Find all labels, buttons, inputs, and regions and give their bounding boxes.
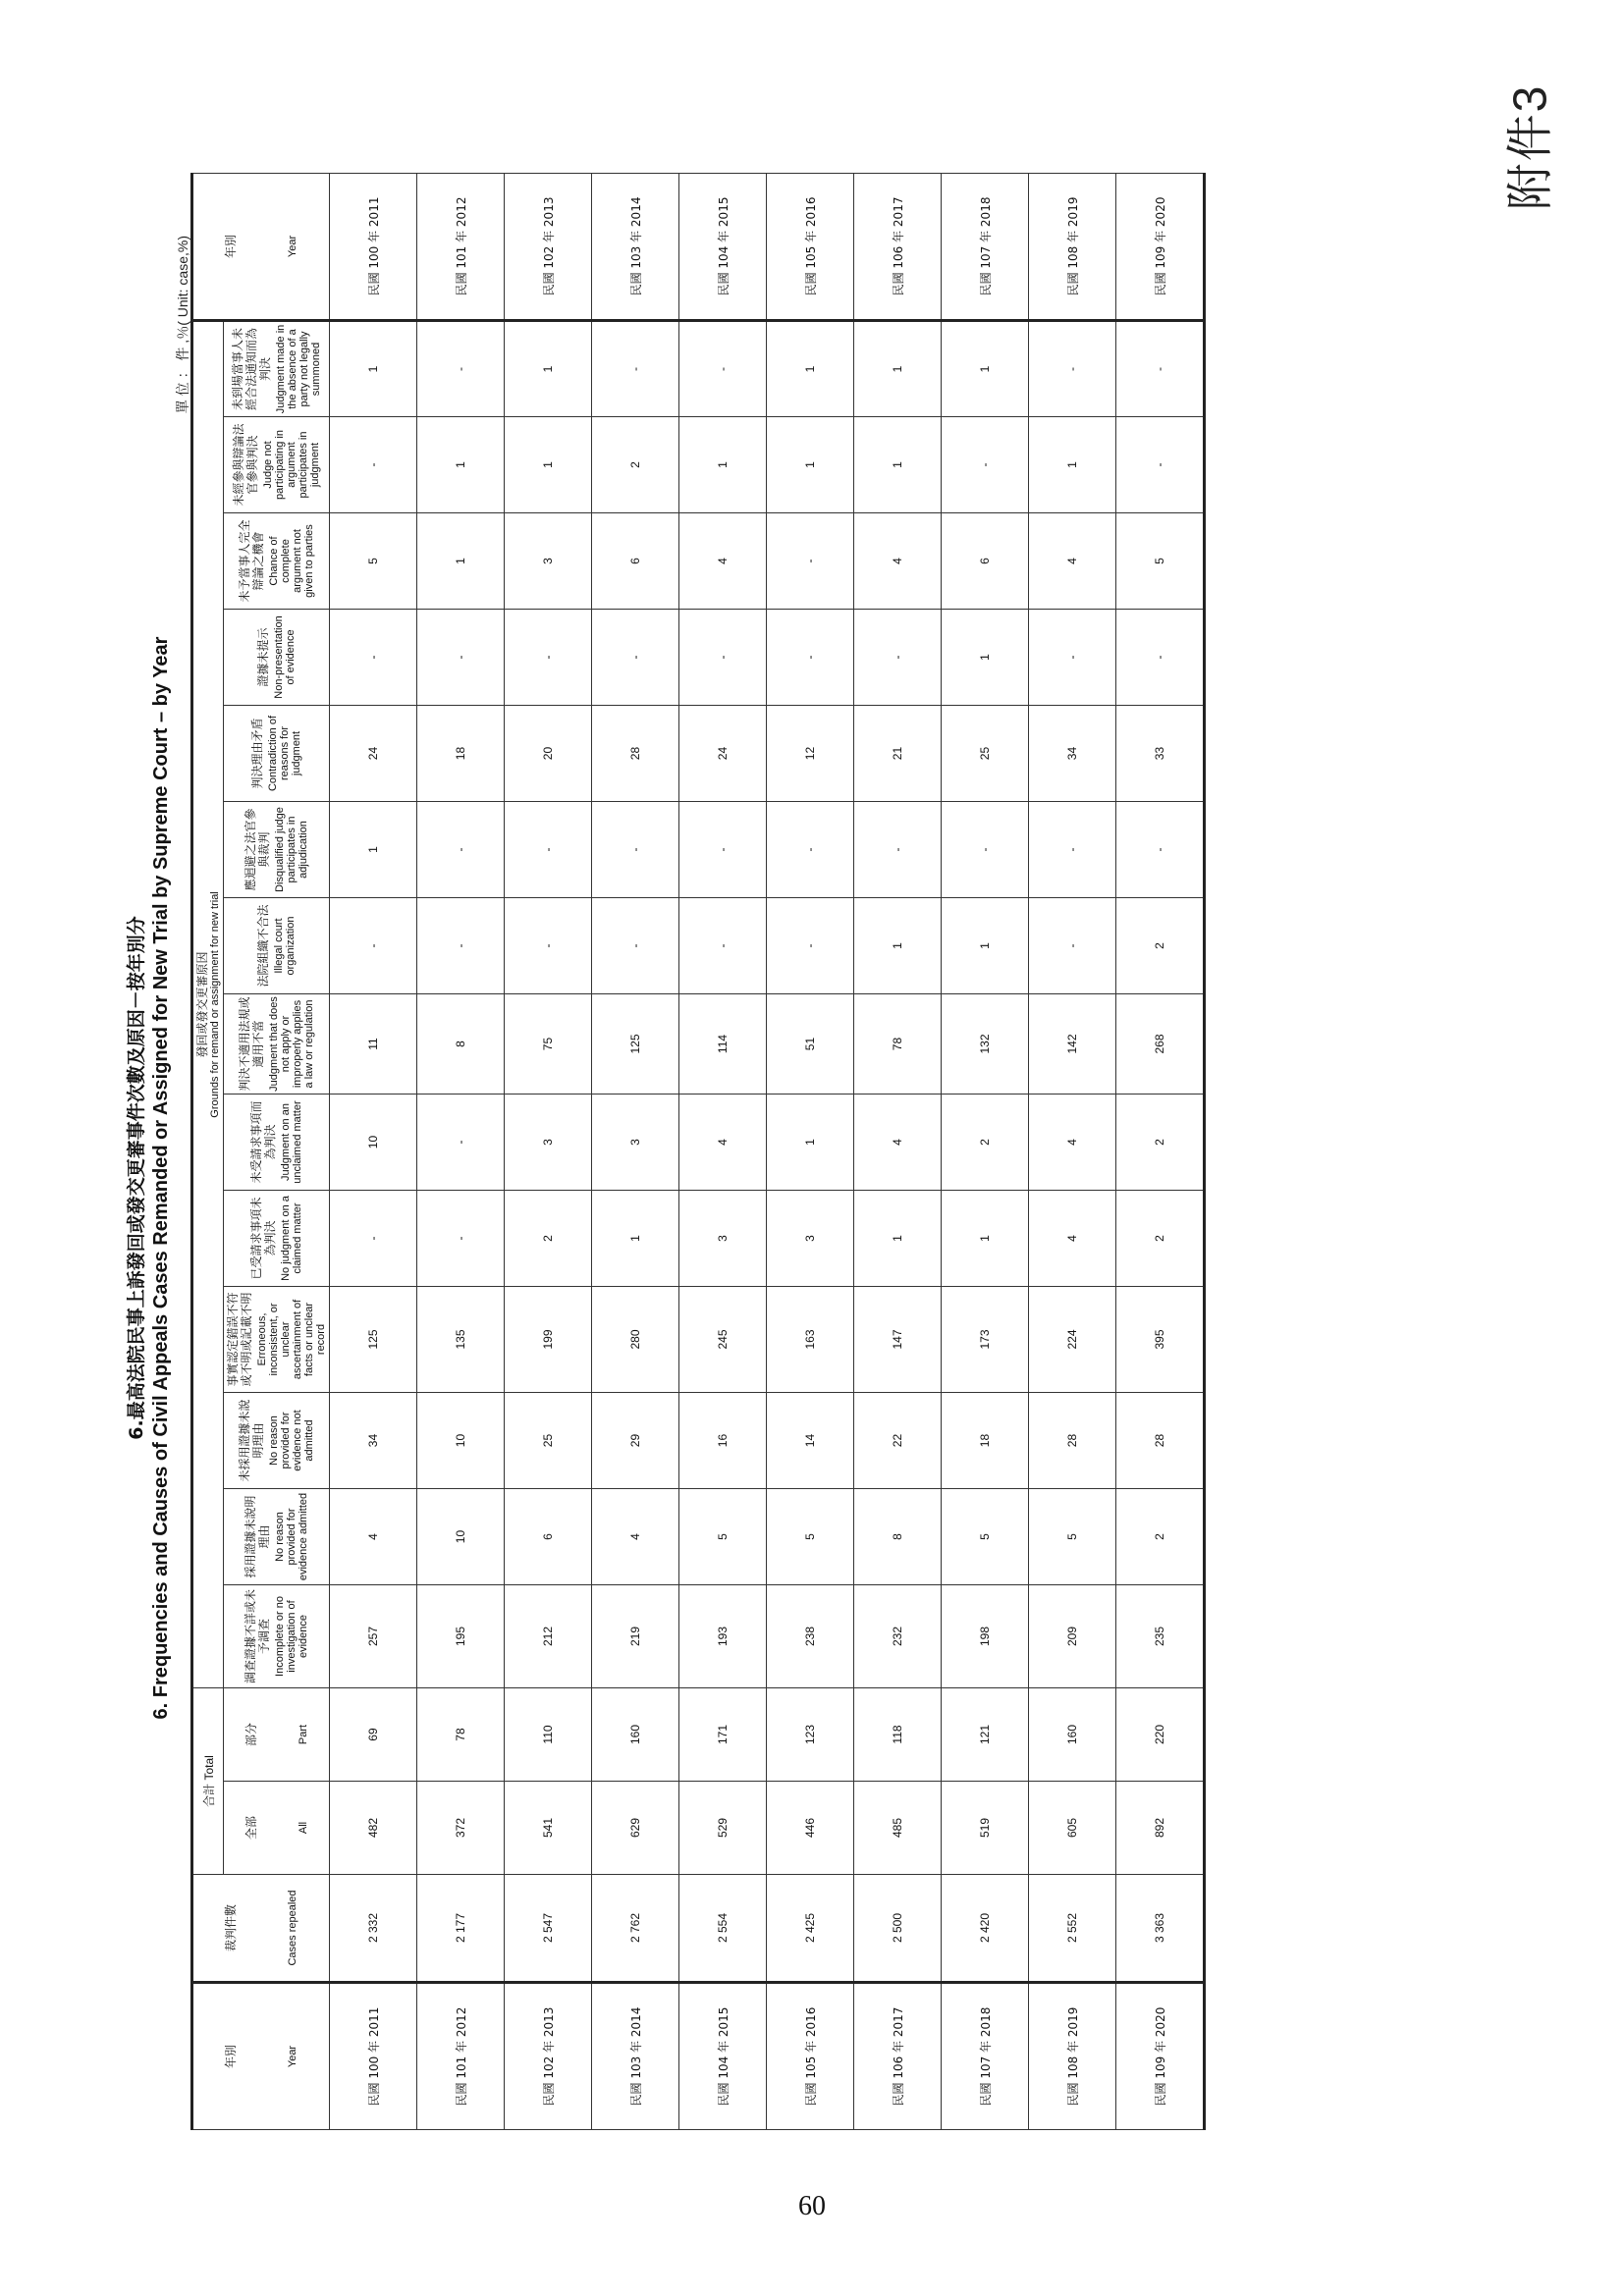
cases-header: [192, 1875, 330, 1983]
value-cell-c1: 209: [1029, 1585, 1116, 1688]
table-row: [767, 173, 854, 2129]
cause-13-header: [224, 417, 330, 513]
value-cell-c7: 11: [330, 994, 417, 1095]
value-cell-all: 372: [417, 1782, 505, 1875]
value-cell-c4: 147: [854, 1287, 942, 1393]
cause-14-header: [224, 320, 330, 416]
value-cell-c1: 193: [679, 1585, 767, 1688]
value-cell-c11: 1: [942, 610, 1029, 706]
value-cell-c5: 3: [679, 1191, 767, 1287]
unit-label: 單 位 ： 件 ,％( Unit: case,%): [175, 236, 190, 414]
value-cell-c12: 4: [854, 513, 942, 610]
year-cell: 民國 101 年 2012: [417, 1983, 505, 2130]
value-cell-c9: -: [417, 802, 505, 898]
table-row: [1116, 173, 1205, 2129]
value-cell-c7: 268: [1116, 994, 1205, 1095]
value-cell-c13: 1: [679, 417, 767, 513]
cause-8-header: [224, 898, 330, 994]
value-cell-c3: 28: [1116, 1393, 1205, 1489]
title-chinese: 6.最高法院民事上訴發回或發交更審事件次數及原因－按年別分: [126, 916, 147, 1440]
value-cell-c1: 195: [417, 1585, 505, 1688]
value-cell-c14: -: [592, 320, 679, 416]
value-cell-c8: 1: [854, 898, 942, 994]
value-cell-c10: 12: [767, 706, 854, 802]
cause-1-zh: 調查證據不詳或未予調查: [244, 1589, 271, 1684]
cause-12-en: Chance of complete argument not given to parties: [268, 524, 315, 598]
year-cell: 民國 100 年 2011: [330, 1983, 417, 2130]
cause-14-en: Judgment made in the absence of a party not legally summoned: [275, 324, 322, 414]
value-cell-c10: 34: [1029, 706, 1116, 802]
value-cell-c4: 224: [1029, 1287, 1116, 1393]
year-header-zh: 年別: [224, 2045, 238, 2069]
value-cell-c8: -: [767, 898, 854, 994]
cause-2-zh: 採用證據未說明理由: [244, 1495, 271, 1578]
year-cell: 民國 104 年 2015: [679, 1983, 767, 2130]
value-cell-c7: 51: [767, 994, 854, 1095]
value-cell-c14: 1: [942, 320, 1029, 416]
value-cell-c1: 257: [330, 1585, 417, 1688]
value-cell-c2: 4: [592, 1489, 679, 1585]
year-header-en: Year: [287, 2045, 298, 2068]
value-cell-c5: 3: [767, 1191, 854, 1287]
value-cell-cases: 2 332: [330, 1875, 417, 1983]
year-cell: 民國 109 年 2020: [1116, 1983, 1205, 2130]
value-cell-c10: 21: [854, 706, 942, 802]
cause-9-header: [224, 802, 330, 898]
value-cell-c11: -: [1029, 610, 1116, 706]
value-cell-c7: 114: [679, 994, 767, 1095]
value-cell-all: 446: [767, 1782, 854, 1875]
value-cell-c8: -: [505, 898, 592, 994]
value-cell-c5: -: [417, 1191, 505, 1287]
cause-1-header: [224, 1585, 330, 1688]
value-cell-c3: 28: [1029, 1393, 1116, 1489]
value-cell-c12: 6: [942, 513, 1029, 610]
value-cell-c8: -: [417, 898, 505, 994]
value-cell-c10: 24: [679, 706, 767, 802]
value-cell-c2: 5: [1029, 1489, 1116, 1585]
value-cell-c2: 2: [1116, 1489, 1205, 1585]
value-cell-cases: 2 500: [854, 1875, 942, 1983]
value-cell-c7: 125: [592, 994, 679, 1095]
value-cell-c10: 18: [417, 706, 505, 802]
value-cell-c2: 4: [330, 1489, 417, 1585]
value-cell-c2: 5: [679, 1489, 767, 1585]
value-cell-c10: 25: [942, 706, 1029, 802]
value-cell-c12: -: [767, 513, 854, 610]
value-cell-c13: -: [942, 417, 1029, 513]
value-cell-all: 482: [330, 1782, 417, 1875]
year-header-right-zh: 年別: [224, 234, 238, 258]
value-cell-c14: 1: [767, 320, 854, 416]
value-cell-c11: -: [505, 610, 592, 706]
table-row: [330, 173, 417, 2129]
cause-2-en: No reason provided for evidence admitted: [274, 1492, 309, 1581]
statistics-table: [190, 173, 1206, 2130]
value-cell-c10: 20: [505, 706, 592, 802]
value-cell-c4: 280: [592, 1287, 679, 1393]
value-cell-c5: 1: [592, 1191, 679, 1287]
table-row: [1029, 173, 1116, 2129]
all-header-zh: 全部: [244, 1816, 258, 1841]
cause-13-zh: 未經參與辯論法官參與判決: [232, 423, 259, 507]
value-cell-c3: 18: [942, 1393, 1029, 1489]
value-cell-cases: 2 425: [767, 1875, 854, 1983]
grounds-header: [192, 320, 224, 1687]
cause-11-zh: 證據未提示: [256, 627, 270, 687]
value-cell-c14: 1: [854, 320, 942, 416]
cause-9-en: Disqualified judge participates in adjudication: [274, 807, 309, 892]
value-cell-c9: -: [1116, 802, 1205, 898]
value-cell-c7: 78: [854, 994, 942, 1095]
value-cell-c9: -: [592, 802, 679, 898]
value-cell-c11: -: [330, 610, 417, 706]
value-cell-cases: 2 762: [592, 1875, 679, 1983]
cause-9-zh: 應迴避之法官參與裁判: [244, 808, 271, 891]
value-cell-c12: 4: [679, 513, 767, 610]
cases-header-en: Cases repealed: [287, 1890, 298, 1966]
table-row: [417, 173, 505, 2129]
cause-10-zh: 判決理由矛盾: [250, 718, 264, 789]
cause-7-header: [224, 994, 330, 1095]
value-cell-c4: 395: [1116, 1287, 1205, 1393]
value-cell-c13: 1: [1029, 417, 1116, 513]
value-cell-all: 892: [1116, 1782, 1205, 1875]
table-row: [679, 173, 767, 2129]
value-cell-c13: -: [330, 417, 417, 513]
table-row: [854, 173, 942, 2129]
value-cell-c8: -: [330, 898, 417, 994]
value-cell-c4: 135: [417, 1287, 505, 1393]
value-cell-c12: 6: [592, 513, 679, 610]
value-cell-c4: 125: [330, 1287, 417, 1393]
value-cell-c6: 2: [1116, 1095, 1205, 1191]
value-cell-c1: 219: [592, 1585, 679, 1688]
value-cell-c12: 5: [330, 513, 417, 610]
value-cell-part: 110: [505, 1688, 592, 1782]
value-cell-all: 541: [505, 1782, 592, 1875]
value-cell-c7: 75: [505, 994, 592, 1095]
value-cell-c3: 25: [505, 1393, 592, 1489]
value-cell-c9: -: [679, 802, 767, 898]
table-body: [330, 173, 1205, 2129]
cause-5-header: [224, 1191, 330, 1287]
value-cell-c11: -: [767, 610, 854, 706]
value-cell-part: 220: [1116, 1688, 1205, 1782]
value-cell-c12: 4: [1029, 513, 1116, 610]
value-cell-c3: 16: [679, 1393, 767, 1489]
value-cell-c14: -: [417, 320, 505, 416]
year-cell: 民國 107 年 2018: [942, 1983, 1029, 2130]
value-cell-cases: 3 363: [1116, 1875, 1205, 1983]
page-number: 60: [798, 2191, 826, 2221]
value-cell-c10: 24: [330, 706, 417, 802]
value-cell-c8: 1: [942, 898, 1029, 994]
cause-11-en: Non-presentation of evidence: [273, 615, 297, 699]
value-cell-part: 123: [767, 1688, 854, 1782]
value-cell-c9: -: [854, 802, 942, 898]
statistics-table-wrapper: [190, 196, 1206, 2130]
value-cell-part: 121: [942, 1688, 1029, 1782]
cause-8-en: Illegal court organization: [273, 916, 297, 976]
value-cell-c1: 212: [505, 1585, 592, 1688]
value-cell-c10: 28: [592, 706, 679, 802]
table-row: [505, 173, 592, 2129]
value-cell-c12: 3: [505, 513, 592, 610]
year-cell: 民國 108 年 2019: [1029, 1983, 1116, 2130]
value-cell-part: 160: [1029, 1688, 1116, 1782]
cause-6-header: [224, 1095, 330, 1191]
value-cell-c3: 22: [854, 1393, 942, 1489]
value-cell-c6: 1: [767, 1095, 854, 1191]
value-cell-c13: 1: [854, 417, 942, 513]
value-cell-c11: -: [417, 610, 505, 706]
value-cell-c14: -: [1116, 320, 1205, 416]
value-cell-cases: 2 547: [505, 1875, 592, 1983]
cause-3-zh: 未採用證據未說明理由: [238, 1399, 265, 1482]
grounds-header-en: Grounds for remand or assignment for new trial: [209, 891, 221, 1118]
cause-14-zh: 未到場當事人未經合法通知而為判決: [231, 327, 272, 410]
year-cell-right: 民國 100 年 2011: [330, 173, 417, 320]
value-cell-c13: 1: [505, 417, 592, 513]
cause-10-en: Contradiction of reasons for judgment: [267, 715, 302, 792]
value-cell-c4: 245: [679, 1287, 767, 1393]
value-cell-c12: 1: [417, 513, 505, 610]
value-cell-c3: 10: [417, 1393, 505, 1489]
value-cell-c5: 1: [942, 1191, 1029, 1287]
value-cell-c11: -: [679, 610, 767, 706]
year-header-left: [192, 1983, 330, 2130]
value-cell-c9: -: [1029, 802, 1116, 898]
value-cell-c2: 8: [854, 1489, 942, 1585]
cause-1-en: Incomplete or no investigation of evidence: [274, 1596, 309, 1677]
value-cell-c11: -: [1116, 610, 1205, 706]
cause-4-en: Erroneous, inconsistent, or unclear ascertainment of facts or unclear record: [256, 1299, 327, 1380]
value-cell-c13: 1: [417, 417, 505, 513]
year-cell-right: 民國 102 年 2013: [505, 173, 592, 320]
value-cell-c8: -: [1029, 898, 1116, 994]
title-english: 6. Frequencies and Causes of Civil Appeals Cases Remanded or Assigned for New Trial by Supreme Court – by Year: [150, 636, 172, 1720]
value-cell-c1: 198: [942, 1585, 1029, 1688]
cause-4-header: [224, 1287, 330, 1393]
value-cell-c10: 33: [1116, 706, 1205, 802]
value-cell-c6: -: [417, 1095, 505, 1191]
cause-11-header: [224, 610, 330, 706]
value-cell-part: 171: [679, 1688, 767, 1782]
value-cell-c2: 5: [942, 1489, 1029, 1585]
cause-3-header: [224, 1393, 330, 1489]
value-cell-part: 160: [592, 1688, 679, 1782]
value-cell-c1: 238: [767, 1585, 854, 1688]
cause-5-en: No judgment on a claimed matter: [280, 1196, 303, 1281]
value-cell-c13: 2: [592, 417, 679, 513]
rotated-table-page: [118, 196, 1394, 2160]
value-cell-c9: -: [942, 802, 1029, 898]
value-cell-c3: 14: [767, 1393, 854, 1489]
value-cell-c4: 173: [942, 1287, 1029, 1393]
total-header: 合計 Total: [192, 1688, 224, 1875]
cause-7-zh: 判決不適用法規或適用不當: [238, 996, 265, 1092]
value-cell-all: 519: [942, 1782, 1029, 1875]
value-cell-c6: 10: [330, 1095, 417, 1191]
value-cell-c9: 1: [330, 802, 417, 898]
value-cell-c14: -: [1029, 320, 1116, 416]
value-cell-cases: 2 420: [942, 1875, 1029, 1983]
annex-label: 附件3: [1504, 83, 1557, 211]
part-header-en: Part: [297, 1724, 309, 1745]
cases-header-zh: 裁判件數: [224, 1904, 238, 1952]
value-cell-c5: 1: [854, 1191, 942, 1287]
value-cell-c13: 1: [767, 417, 854, 513]
value-cell-c7: 132: [942, 994, 1029, 1095]
all-header-en: All: [297, 1821, 309, 1835]
value-cell-c3: 34: [330, 1393, 417, 1489]
part-header-zh: 部分: [244, 1723, 258, 1747]
value-cell-c8: -: [592, 898, 679, 994]
title-block: [118, 196, 173, 2160]
year-cell: 民國 105 年 2016: [767, 1983, 854, 2130]
cause-6-en: Judgment on an unclaimed matter: [280, 1100, 303, 1184]
value-cell-c6: 4: [1029, 1095, 1116, 1191]
table-row: [942, 173, 1029, 2129]
value-cell-c9: -: [505, 802, 592, 898]
year-cell-right: 民國 108 年 2019: [1029, 173, 1116, 320]
value-cell-c7: 8: [417, 994, 505, 1095]
value-cell-c3: 29: [592, 1393, 679, 1489]
value-cell-c2: 5: [767, 1489, 854, 1585]
value-cell-c8: -: [679, 898, 767, 994]
value-cell-c12: 5: [1116, 513, 1205, 610]
cause-4-zh: 事實認定錯誤不符或不明或記載不明: [226, 1292, 253, 1387]
cause-12-zh: 未予當事人完全辯論之機會: [238, 519, 265, 603]
year-cell-right: 民國 105 年 2016: [767, 173, 854, 320]
value-cell-c4: 163: [767, 1287, 854, 1393]
year-cell-right: 民國 106 年 2017: [854, 173, 942, 320]
cause-7-en: Judgment that does not apply or improperly applies a law or regulation: [268, 996, 315, 1092]
cause-2-header: [224, 1489, 330, 1585]
year-cell: 民國 103 年 2014: [592, 1983, 679, 2130]
grounds-header-zh: 發回或發交更審原因: [195, 951, 209, 1058]
value-cell-c1: 232: [854, 1585, 942, 1688]
value-cell-c6: 3: [505, 1095, 592, 1191]
year-cell-right: 民國 107 年 2018: [942, 173, 1029, 320]
value-cell-all: 605: [1029, 1782, 1116, 1875]
table-row: [592, 173, 679, 2129]
value-cell-c2: 6: [505, 1489, 592, 1585]
value-cell-c5: -: [330, 1191, 417, 1287]
year-cell-right: 民國 101 年 2012: [417, 173, 505, 320]
value-cell-c6: 4: [854, 1095, 942, 1191]
value-cell-c6: 2: [942, 1095, 1029, 1191]
value-cell-c1: 235: [1116, 1585, 1205, 1688]
cause-10-header: [224, 706, 330, 802]
value-cell-c13: -: [1116, 417, 1205, 513]
value-cell-c14: -: [679, 320, 767, 416]
year-header-right-en: Year: [287, 235, 298, 258]
value-cell-c14: 1: [330, 320, 417, 416]
year-cell-right: 民國 103 年 2014: [592, 173, 679, 320]
year-cell: 民國 102 年 2013: [505, 1983, 592, 2130]
cause-12-header: [224, 513, 330, 610]
value-cell-c5: 2: [505, 1191, 592, 1287]
year-cell-right: 民國 104 年 2015: [679, 173, 767, 320]
value-cell-c14: 1: [505, 320, 592, 416]
value-cell-c6: 3: [592, 1095, 679, 1191]
value-cell-c5: 4: [1029, 1191, 1116, 1287]
value-cell-c2: 10: [417, 1489, 505, 1585]
value-cell-c8: 2: [1116, 898, 1205, 994]
value-cell-cases: 2 554: [679, 1875, 767, 1983]
value-cell-all: 529: [679, 1782, 767, 1875]
value-cell-c6: 4: [679, 1095, 767, 1191]
year-cell-right: 民國 109 年 2020: [1116, 173, 1205, 320]
cause-13-en: Judge not participating in argument participates in judgment: [262, 430, 321, 500]
value-cell-c9: -: [767, 802, 854, 898]
cause-8-zh: 法院組織不合法: [256, 904, 270, 988]
value-cell-c4: 199: [505, 1287, 592, 1393]
value-cell-part: 118: [854, 1688, 942, 1782]
value-cell-cases: 2 177: [417, 1875, 505, 1983]
value-cell-part: 78: [417, 1688, 505, 1782]
year-header-right: [192, 173, 330, 320]
all-header: [224, 1782, 330, 1875]
cause-6-zh: 未受請求事項而為判決: [249, 1100, 277, 1184]
value-cell-c11: -: [854, 610, 942, 706]
value-cell-all: 485: [854, 1782, 942, 1875]
value-cell-part: 69: [330, 1688, 417, 1782]
cause-3-en: No reason provided for evidence not admitted: [268, 1410, 315, 1471]
year-cell: 民國 106 年 2017: [854, 1983, 942, 2130]
part-header: [224, 1688, 330, 1782]
value-cell-all: 629: [592, 1782, 679, 1875]
value-cell-c5: 2: [1116, 1191, 1205, 1287]
value-cell-cases: 2 552: [1029, 1875, 1116, 1983]
value-cell-c11: -: [592, 610, 679, 706]
value-cell-c7: 142: [1029, 994, 1116, 1095]
cause-5-zh: 已受請求事項未為判決: [249, 1197, 277, 1280]
